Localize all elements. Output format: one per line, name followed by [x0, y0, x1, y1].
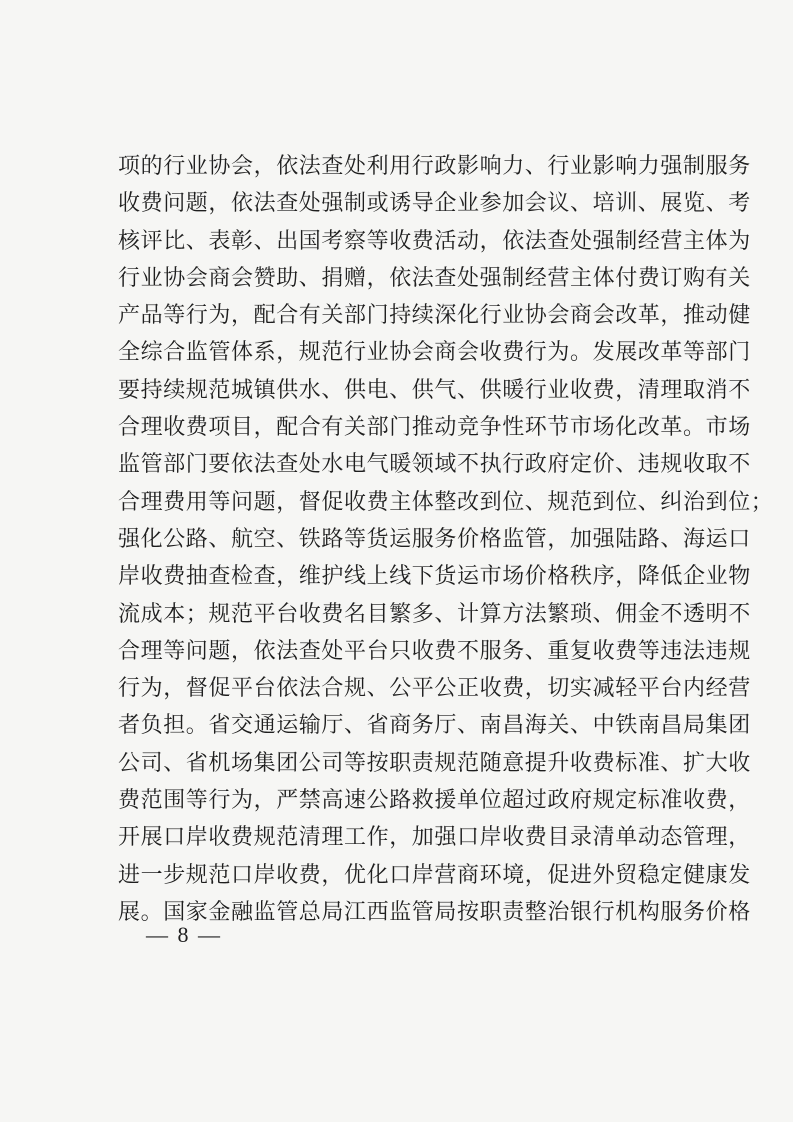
text-line-14: 合理等问题，依法查处平台只收费不服务、重复收费等违法违规 — [118, 638, 751, 664]
text-line-16: 者负担。省交通运输厅、省商务厅、南昌海关、中铁南昌局集团 — [118, 713, 751, 739]
text-line-2: 收费问题，依法查处强制或诱导企业参加会议、培训、展览、考 — [118, 191, 751, 217]
text-line-6: 全综合监管体系，规范行业协会商会收费行为。发展改革等部门 — [118, 340, 751, 366]
text-line-9: 监管部门要依法查处水电气暖领域不执行政府定价、违规收取不 — [118, 452, 751, 478]
text-line-19: 开展口岸收费规范清理工作，加强口岸收费目录清单动态管理， — [118, 825, 751, 851]
text-line-13: 流成本；规范平台收费名目繁多、计算方法繁琐、佣金不透明不 — [118, 601, 751, 627]
text-line-15: 行为，督促平台依法合规、公平公正收费，切实减轻平台内经营 — [118, 676, 751, 702]
text-line-1: 项的行业协会，依法查处利用行政影响力、行业影响力强制服务 — [118, 154, 751, 179]
text-line-12: 岸收费抽查检查，维护线上线下货运市场价格秩序，降低企业物 — [118, 564, 751, 590]
text-line-8: 合理收费项目，配合有关部门推动竞争性环节市场化改革。市场 — [118, 415, 751, 441]
text-line-21: 展。国家金融监管总局江西监管局按职责整治银行机构服务价格 — [118, 899, 751, 925]
text-line-10: 合理费用等问题，督促收费主体整改到位、规范到位、纠治到位； — [118, 489, 774, 515]
page-number: — 8 — — [146, 922, 222, 947]
text-line-11: 强化公路、航空、铁路等货运服务价格监管，加强陆路、海运口 — [118, 526, 751, 552]
text-line-18: 费范围等行为，严禁高速公路救援单位超过政府规定标准收费， — [118, 788, 751, 814]
text-line-20: 进一步规范口岸收费，优化口岸营商环境，促进外贸稳定健康发 — [118, 862, 751, 888]
text-line-3: 核评比、表彰、出国考察等收费活动，依法查处强制经营主体为 — [118, 228, 751, 254]
text-line-5: 产品等行为，配合有关部门持续深化行业协会商会改革，推动健 — [118, 303, 751, 329]
text-line-17: 公司、省机场集团公司等按职责规范随意提升收费标准、扩大收 — [118, 750, 751, 776]
text-line-7: 要持续规范城镇供水、供电、供气、供暖行业收费，清理取消不 — [118, 377, 751, 403]
text-line-4: 行业协会商会赞助、捐赠，依法查处强制经营主体付费订购有关 — [118, 265, 751, 291]
body-text — [118, 148, 774, 931]
